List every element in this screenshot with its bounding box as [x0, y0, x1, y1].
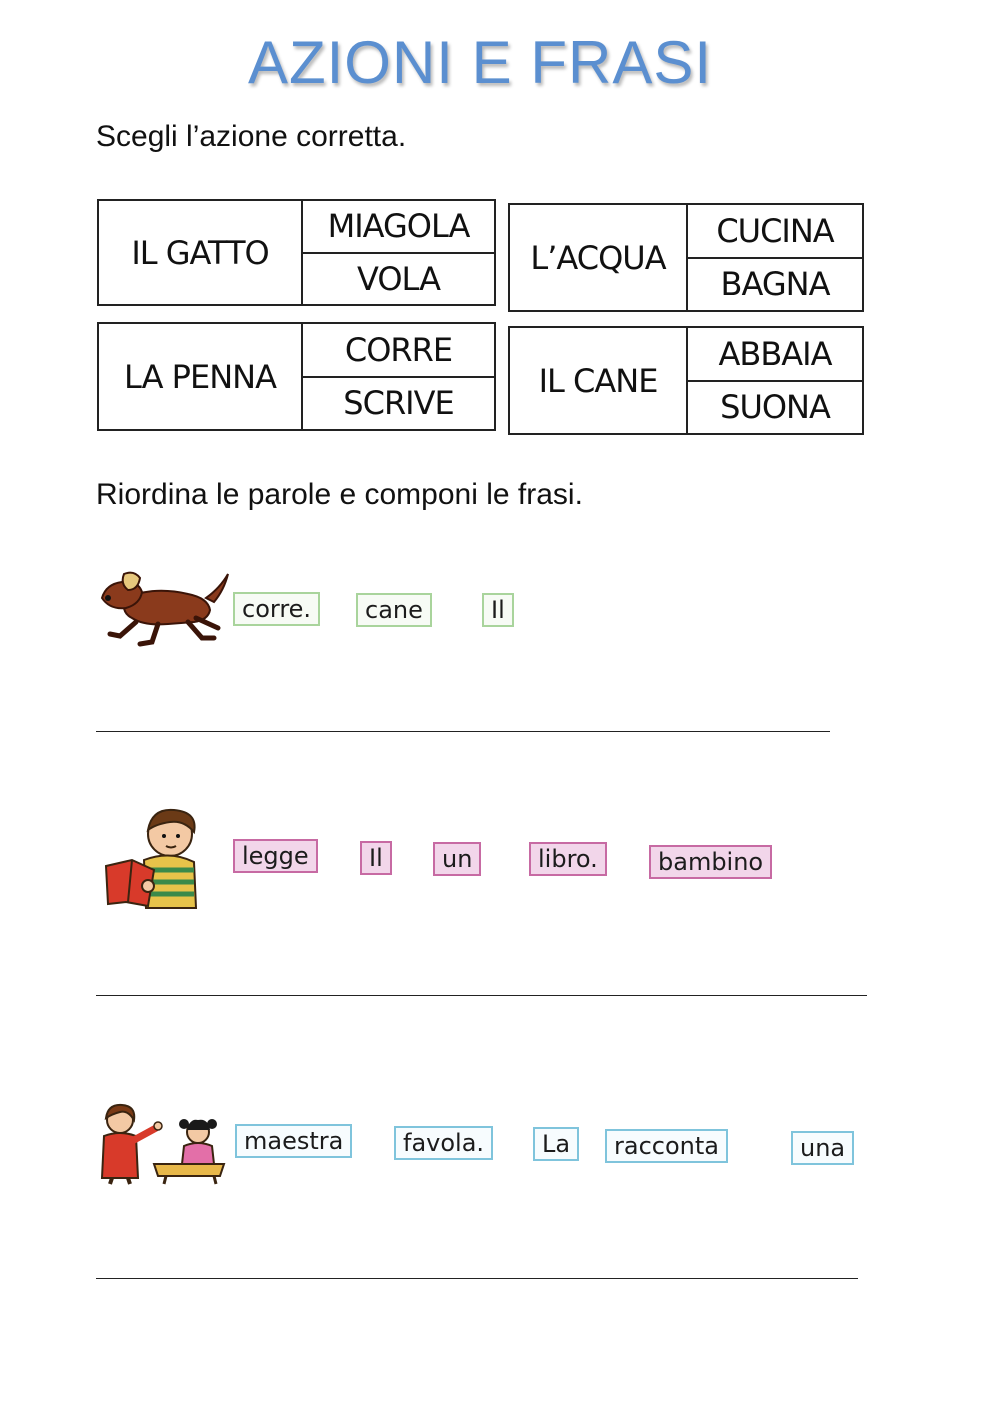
- word-card[interactable]: Il: [482, 593, 514, 627]
- answer-line[interactable]: [96, 995, 867, 996]
- boy-reading-illustration: [104, 804, 208, 912]
- choice-table-cane: [508, 326, 864, 435]
- table-subject: IL GATTO: [99, 201, 303, 304]
- exercise1-instruction: Scegli l’azione corretta.: [96, 120, 407, 153]
- table-subject: LA PENNA: [99, 324, 303, 429]
- table-option[interactable]: MIAGOLA: [327, 207, 470, 246]
- word-card[interactable]: favola.: [394, 1126, 493, 1160]
- word-card[interactable]: cane: [356, 593, 432, 627]
- word-card[interactable]: racconta: [605, 1129, 728, 1163]
- running-dog-illustration: [98, 568, 232, 648]
- table-option[interactable]: CUCINA: [716, 211, 834, 250]
- word-card[interactable]: corre.: [233, 592, 320, 626]
- choice-table-acqua: [508, 203, 864, 312]
- word-card[interactable]: legge: [233, 839, 318, 873]
- table-option[interactable]: SUONA: [688, 380, 862, 434]
- word-card[interactable]: bambino: [649, 845, 772, 879]
- word-card[interactable]: un: [433, 842, 481, 876]
- answer-line[interactable]: [96, 1278, 858, 1279]
- choice-table-gatto: [97, 199, 496, 306]
- word-card[interactable]: Il: [360, 841, 392, 875]
- table-option[interactable]: VOLA: [303, 252, 494, 305]
- answer-line[interactable]: [96, 731, 830, 732]
- page-title: AZIONI E FRASI: [247, 29, 713, 96]
- choice-table-penna: [97, 322, 496, 431]
- table-option[interactable]: CORRE: [344, 330, 453, 369]
- word-card[interactable]: maestra: [235, 1124, 352, 1158]
- table-subject: L’ACQUA: [510, 205, 688, 310]
- word-card[interactable]: La: [533, 1127, 579, 1161]
- teacher-and-pupil-illustration: [98, 1102, 226, 1186]
- word-card[interactable]: libro.: [529, 842, 607, 876]
- exercise2-instruction: Riordina le parole e componi le frasi.: [96, 478, 583, 511]
- table-option[interactable]: BAGNA: [688, 257, 862, 311]
- table-option[interactable]: ABBAIA: [718, 334, 832, 373]
- table-subject: IL CANE: [510, 328, 688, 433]
- table-option[interactable]: SCRIVE: [303, 376, 494, 430]
- word-card[interactable]: una: [791, 1131, 854, 1165]
